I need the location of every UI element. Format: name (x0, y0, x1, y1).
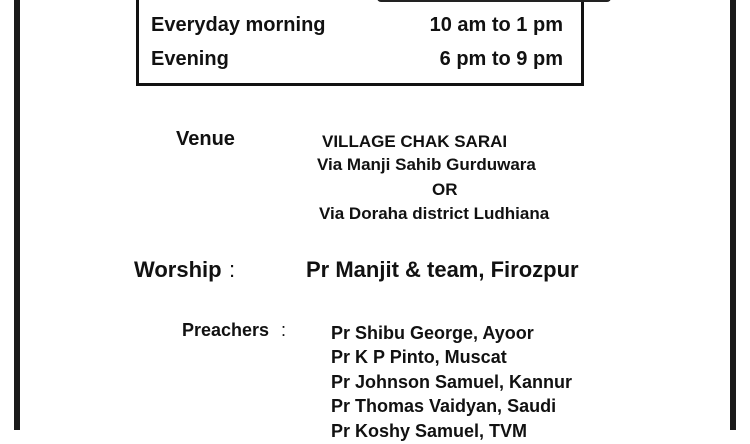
worship-value: Pr Manjit & team, Firozpur (306, 257, 579, 282)
venue-label: Venue (176, 128, 235, 150)
cut-off-heading-box (377, 0, 611, 2)
timing-label-evening: Evening (151, 48, 229, 70)
timing-value-evening: 6 pm to 9 pm (439, 48, 563, 70)
timings-box (136, 0, 584, 86)
venue-line: VILLAGE CHAK SARAI (322, 132, 508, 151)
preachers-label: Preachers (182, 320, 270, 340)
timing-value-morning: 10 am to 1 pm (429, 14, 563, 36)
timing-label-morning: Everyday morning (151, 14, 326, 36)
venue-line: Via Doraha district Ludhiana (319, 204, 550, 223)
venue-line: Via Manji Sahib Gurduwara (317, 155, 536, 174)
preacher-item: Pr Thomas Vaidyan, Saudi (331, 396, 557, 417)
page-border-left (14, 0, 20, 430)
worship-label: Worship (134, 257, 222, 282)
venue-line: OR (432, 180, 458, 199)
page-border-right (730, 0, 736, 430)
preacher-item: Pr Koshy Samuel, TVM (331, 420, 528, 441)
preacher-item: Pr Johnson Samuel, Kannur (331, 371, 573, 392)
preachers-colon: : (281, 320, 287, 340)
worship-colon: : (229, 257, 236, 282)
preacher-item: Pr K P Pinto, Muscat (331, 347, 507, 368)
preacher-item: Pr Shibu George, Ayoor (331, 323, 534, 343)
preachers-list (331, 322, 572, 444)
